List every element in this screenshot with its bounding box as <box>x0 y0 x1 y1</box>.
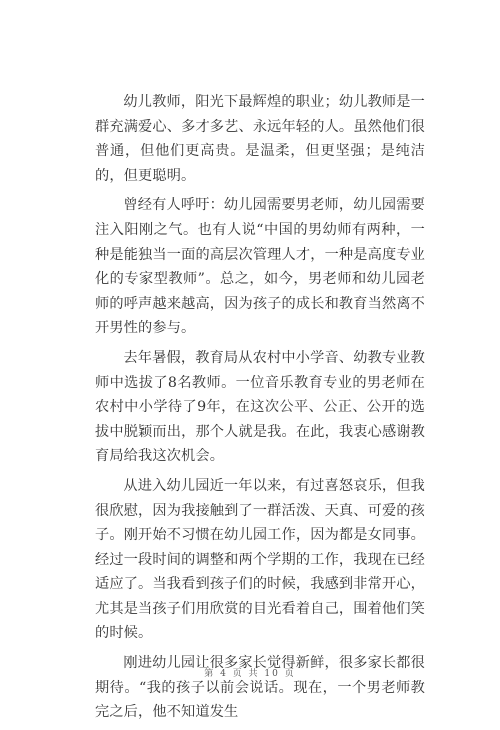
paragraph: 曾经有人呼吁：幼儿园需要男老师，幼儿园需要注入阳刚之气。也有人说“中国的男幼师有两种，一种是能独当一面的高层次管理人才，一种是高度专业化的专家型教师”。总之，如今，男老师和幼儿园老师的呼声越来越高，因为孩子的成长和教育当然离不开男性的参与。 <box>95 197 425 337</box>
paragraph: 刚进幼儿园让很多家长觉得新鲜，很多家长都很期待。“我的孩子以前会说话。现在，一个男老师教完之后，他不知道发生 <box>95 655 425 721</box>
document-body <box>95 90 425 730</box>
paragraph: 去年暑假，教育局从农村中小学音、幼教专业教师中选拔了8名教师。一位音乐教育专业的男老师在农村中小学待了9年，在这次公平、公正、公开的选拔中脱颖而出，那个人就是我。在此，我衷心感谢教育局给我这次机会。 <box>95 349 425 465</box>
page-number-footer: 第 4 页 共 10 页 <box>204 669 296 679</box>
paragraph: 从进入幼儿园近一年以来，有过喜怒哀乐，但我很欣慰，因为我接触到了一群活泼、天真、可爱的孩子。刚开始不习惯在幼儿园工作，因为都是女同事。经过一段时间的调整和两个学期的工作，我现在已经适应了。当我看到孩子们的时候，我感到非常开心，尤其是当孩子们用欣赏的目光看着自己，围着他们笑的时候。 <box>95 477 425 642</box>
paragraph: 幼儿教师，阳光下最辉煌的职业；幼儿教师是一群充满爱心、多才多艺、永远年轻的人。虽然他们很普通，但他们更高贵。是温柔，但更坚强；是纯洁的，但更聪明。 <box>95 94 425 184</box>
